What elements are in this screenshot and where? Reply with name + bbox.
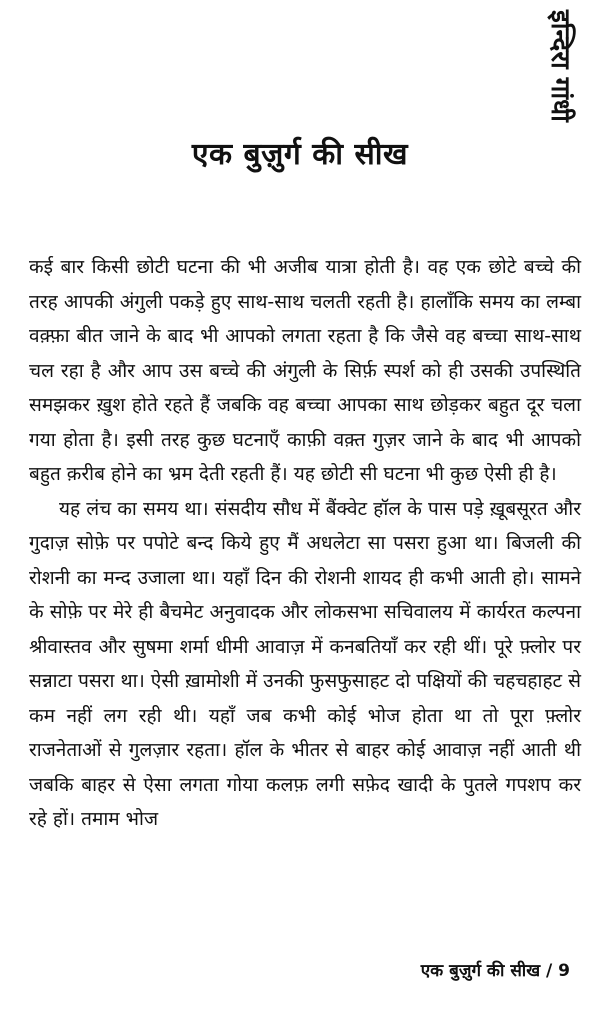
body-text [29,250,581,837]
chapter-title: एक बुज़ुर्ग की सीख [191,137,409,172]
paragraph-1: कई बार किसी छोटी घटना की भी अजीब यात्रा होती है। वह एक छोटे बच्चे की तरह आपकी अंगुली पकड़े हुए साथ-साथ चलती रहती है। हालाँकि समय का लम्बा वक़्फ़ा बीत जाने के बाद भी आपको लगता रहता है कि जैसे वह बच्चा साथ-साथ चल रहा है और आप उस बच्चे की अंगुली के सिर्फ़ स्पर्श को ही उसकी उपस्थिति समझकर ख़ुश होते रहते हैं जबकि वह बच्चा आपका साथ छोड़कर बहुत दूर चला गया होता है। इसी तरह कुछ घटनाएँ काफ़ी वक़्त गुज़र जाने के बाद भी आपको बहुत क़रीब होने का भ्रम देती रहती हैं। यह छोटी सी घटना भी कुछ ऐसी ही है। [29,256,581,485]
running-head-author: इन्दिरा गांधी [545,10,575,122]
paragraph-2: यह लंच का समय था। संसदीय सौध में बैंक्वेट हॉल के पास पड़े ख़ूबसूरत और गुदाज़ सोफ़े पर पपोटे बन्द किये हुए मैं अधलेटा सा पसरा हुआ था। बिजली की रोशनी का मन्द उजाला था। यहाँ दिन की रोशनी शायद ही कभी आती हो। सामने के सोफ़े पर मेरे ही बैचमेट अनुवादक और लोकसभा सचिवालय में कार्यरत कल्पना श्रीवास्तव और सुषमा शर्मा धीमी आवाज़ में कनबतियाँ कर रही थीं। पूरे फ़्लोर पर सन्नाटा पसरा था। ऐसी ख़ामोशी में उनकी फुसफुसाहट दो पक्षियों की चहचहाहट से कम नहीं लग रही थी। यहाँ जब कभी कोई भोज होता था तो पूरा फ़्लोर राजनेताओं से गुलज़ार रहता। हॉल के भीतर से बाहर कोई आवाज़ नहीं आती थी जबकि बाहर से ऐसा लगता गोया कलफ़ लगी सफ़ेद खादी के पुतले गपशप कर रहे हों। तमाम भोज [29,497,581,830]
footer-folio: एक बुज़ुर्ग की सीख / 9 [420,961,570,981]
